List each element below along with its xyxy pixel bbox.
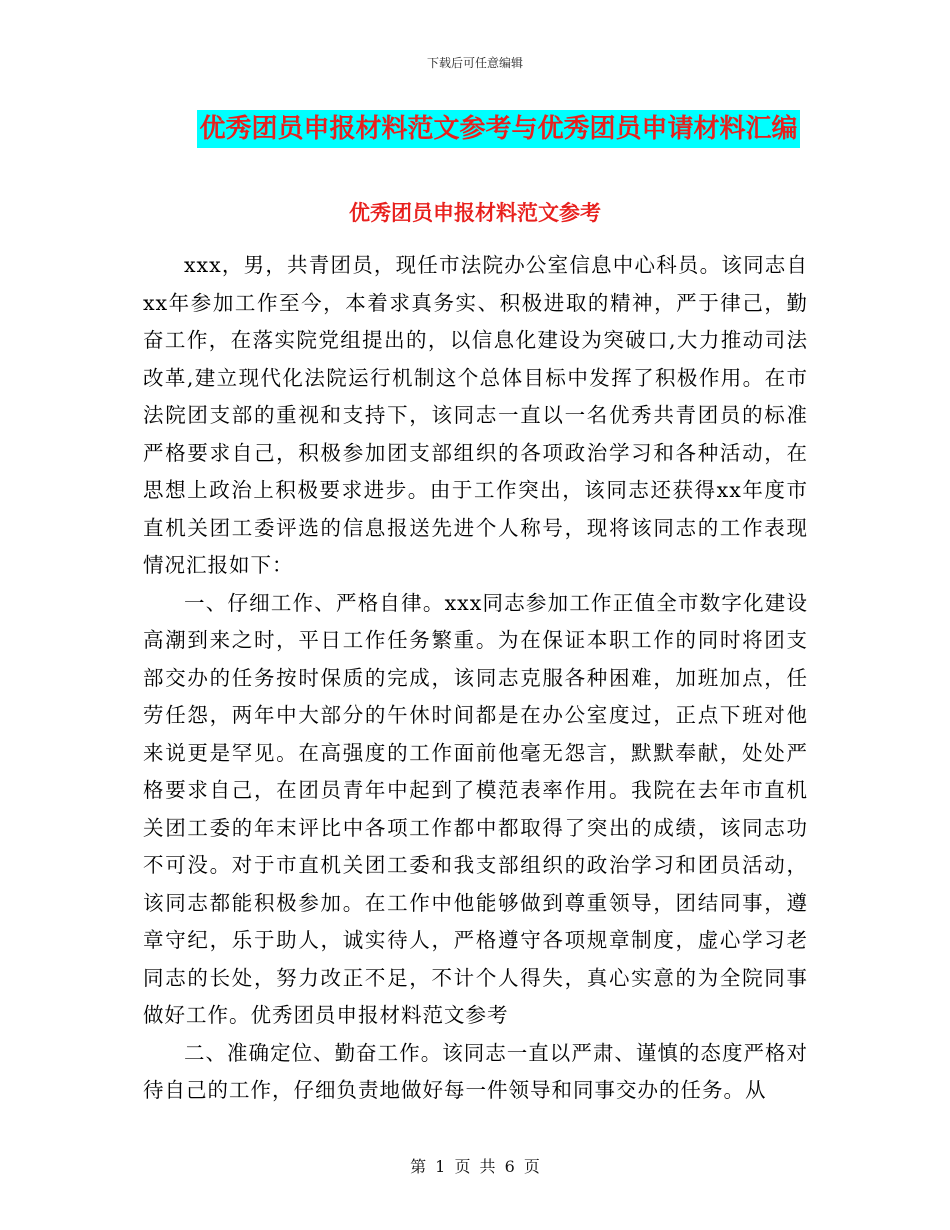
paragraph: xxx，男，共青团员，现任市法院办公室信息中心科员。该同志自xx年参加工作至今，本着求真务实、积极进取的精神，严于律己，勤奋工作，在落实院党组提出的，以信息化建设为突破口,大力推动司法改革,建立现代化法院运行机制这个总体目标中发挥了积极作用。在市法院团支部的重视和支持下，该同志一直以一名优秀共青团员的标准严格要求自己，积极参加团支部组织的各项政治学习和各种活动，在思想上政治上积极要求进步。由于工作突出，该同志还获得xx年度市直机关团工委评选的信息报送先进个人称号，现将该同志的工作表现情况汇报如下： <box>143 253 808 577</box>
main-title-container <box>0 110 950 148</box>
paragraph: 二、准确定位、勤奋工作。该同志一直以严肃、谨慎的态度严格对待自己的工作，仔细负责地做好每一件领导和同事交办的任务。从 <box>143 1040 808 1102</box>
document-body <box>143 247 808 1110</box>
section-title: 优秀团员申报材料范文参考 <box>349 201 601 225</box>
page-footer: 第 1 页 共 6 页 <box>410 1157 540 1176</box>
header-note: 下载后可任意编辑 <box>426 56 523 70</box>
paragraph: 一、仔细工作、严格自律。xxx同志参加工作正值全市数字化建设高潮到来之时，平日工作任务繁重。为在保证本职工作的同时将团支部交办的任务按时保质的完成，该同志克服各种困难，加班加点，任劳任怨，两年中大部分的午休时间都是在办公室度过，正点下班对他来说更是罕见。在高强度的工作面前他毫无怨言，默默奉献，处处严格要求自己，在团员青年中起到了模范表率作用。我院在去年市直机关团工委的年末评比中各项工作都中都取得了突出的成绩，该同志功不可没。对于市直机关团工委和我支部组织的政治学习和团员活动，该同志都能积极参加。在工作中他能够做到尊重领导，团结同事，遵章守纪，乐于助人，诚实待人，严格遵守各项规章制度，虚心学习老同志的长处，努力改正不足，不计个人得失，真心实意的为全院同事做好工作。优秀团员申报材料范文参考 <box>143 590 808 1027</box>
main-title: 优秀团员申报材料范文参考与优秀团员申请材料汇编 <box>197 110 799 148</box>
